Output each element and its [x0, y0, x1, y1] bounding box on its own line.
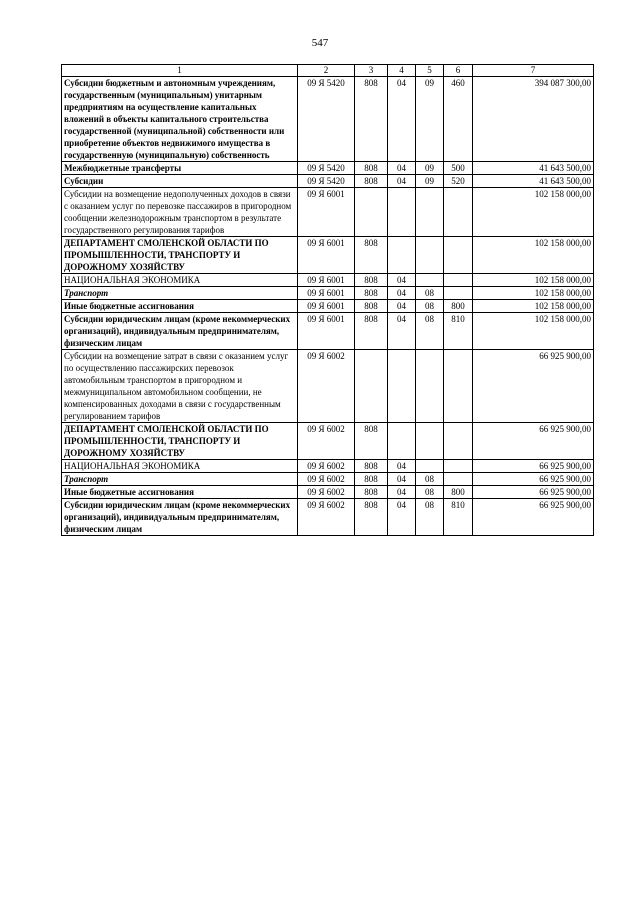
subsection-cell	[416, 237, 444, 274]
section-cell	[388, 423, 416, 460]
table-row	[62, 274, 594, 287]
table-row	[62, 460, 594, 473]
subsection-cell: 09	[416, 77, 444, 162]
header-cell: 2	[298, 65, 355, 77]
table-row	[62, 423, 594, 460]
amount-cell: 41 643 500,00	[473, 175, 594, 188]
amount-cell: 102 158 000,00	[473, 188, 594, 237]
table-row	[62, 175, 594, 188]
expense-type-cell: 800	[444, 300, 473, 313]
subsection-cell: 08	[416, 473, 444, 486]
table-row	[62, 313, 594, 350]
target-article-cell: 09 Я 5420	[298, 175, 355, 188]
amount-cell: 66 925 900,00	[473, 486, 594, 499]
section-cell: 04	[388, 162, 416, 175]
expense-type-cell	[444, 350, 473, 423]
target-article-cell: 09 Я 6002	[298, 350, 355, 423]
table-row	[62, 486, 594, 499]
expense-type-cell	[444, 188, 473, 237]
item-name-cell: ДЕПАРТАМЕНТ СМОЛЕНСКОЙ ОБЛАСТИ ПО ПРОМЫШЛЕННОСТИ, ТРАНСПОРТУ И ДОРОЖНОМУ ХОЗЯЙСТВУ	[62, 237, 298, 274]
amount-cell: 102 158 000,00	[473, 287, 594, 300]
subsection-cell: 09	[416, 162, 444, 175]
admin-code-cell: 808	[355, 486, 388, 499]
header-cell: 5	[416, 65, 444, 77]
target-article-cell: 09 Я 6001	[298, 300, 355, 313]
subsection-cell	[416, 423, 444, 460]
item-name-cell: Субсидии юридическим лицам (кроме некоммерческих организаций), индивидуальным предпринимателям, физическим лицам	[62, 499, 298, 536]
table-row	[62, 162, 594, 175]
admin-code-cell: 808	[355, 473, 388, 486]
section-cell: 04	[388, 300, 416, 313]
table-row	[62, 77, 594, 162]
item-name-cell: Субсидии на возмещение затрат в связи с оказанием услуг по осуществлению пассажирских перевозок автомобильным транспортом в пригородном и межмуниципальном автомобильном сообщении, не компенсированных доходами в связи с государственным регулированием тарифов	[62, 350, 298, 423]
section-cell: 04	[388, 486, 416, 499]
expense-type-cell: 810	[444, 499, 473, 536]
admin-code-cell: 808	[355, 423, 388, 460]
item-name-cell: Транспорт	[62, 287, 298, 300]
item-name-cell: Межбюджетные трансферты	[62, 162, 298, 175]
header-cell: 6	[444, 65, 473, 77]
admin-code-cell: 808	[355, 300, 388, 313]
section-cell: 04	[388, 313, 416, 350]
target-article-cell: 09 Я 5420	[298, 77, 355, 162]
expense-type-cell: 810	[444, 313, 473, 350]
amount-cell: 66 925 900,00	[473, 473, 594, 486]
amount-cell: 66 925 900,00	[473, 460, 594, 473]
admin-code-cell	[355, 188, 388, 237]
expense-type-cell	[444, 237, 473, 274]
page-number: 547	[311, 37, 329, 49]
header-cell: 3	[355, 65, 388, 77]
admin-code-cell: 808	[355, 77, 388, 162]
item-name-cell: НАЦИОНАЛЬНАЯ ЭКОНОМИКА	[62, 274, 298, 287]
item-name-cell: Субсидии бюджетным и автономным учреждениям, государственным (муниципальным) унитарным предприятиям на осуществление капитальных вложений в объекты капитального строительства государственной (муниципальной) собственности или приобретение объектов недвижимого имущества в государственную (муниципальную) собственность	[62, 77, 298, 162]
target-article-cell: 09 Я 5420	[298, 162, 355, 175]
expense-type-cell: 800	[444, 486, 473, 499]
target-article-cell: 09 Я 6002	[298, 423, 355, 460]
admin-code-cell: 808	[355, 313, 388, 350]
amount-cell: 66 925 900,00	[473, 423, 594, 460]
subsection-cell	[416, 460, 444, 473]
target-article-cell: 09 Я 6001	[298, 313, 355, 350]
amount-cell: 102 158 000,00	[473, 237, 594, 274]
table-row	[62, 188, 594, 237]
amount-cell: 394 087 300,00	[473, 77, 594, 162]
section-cell: 04	[388, 77, 416, 162]
amount-cell: 102 158 000,00	[473, 300, 594, 313]
target-article-cell: 09 Я 6001	[298, 188, 355, 237]
item-name-cell: Транспорт	[62, 473, 298, 486]
target-article-cell: 09 Я 6002	[298, 486, 355, 499]
header-cell: 4	[388, 65, 416, 77]
section-cell: 04	[388, 287, 416, 300]
target-article-cell: 09 Я 6001	[298, 274, 355, 287]
table-row	[62, 499, 594, 536]
admin-code-cell: 808	[355, 175, 388, 188]
table-row	[62, 237, 594, 274]
item-name-cell: НАЦИОНАЛЬНАЯ ЭКОНОМИКА	[62, 460, 298, 473]
subsection-cell	[416, 350, 444, 423]
item-name-cell: Субсидии	[62, 175, 298, 188]
subsection-cell	[416, 274, 444, 287]
section-cell	[388, 188, 416, 237]
expense-type-cell	[444, 274, 473, 287]
amount-cell: 102 158 000,00	[473, 313, 594, 350]
admin-code-cell	[355, 350, 388, 423]
table-row	[62, 300, 594, 313]
table-row	[62, 350, 594, 423]
item-name-cell: Субсидии на возмещение недополученных доходов в связи с оказанием услуг по перевозке пассажиров в пригородном сообщении железнодорожным транспортом в результате государственного регулирования тарифов	[62, 188, 298, 237]
subsection-cell: 08	[416, 287, 444, 300]
table-row	[62, 287, 594, 300]
table-row	[62, 473, 594, 486]
subsection-cell: 08	[416, 313, 444, 350]
target-article-cell: 09 Я 6001	[298, 237, 355, 274]
admin-code-cell: 808	[355, 162, 388, 175]
expense-type-cell: 500	[444, 162, 473, 175]
expense-type-cell	[444, 460, 473, 473]
target-article-cell: 09 Я 6001	[298, 287, 355, 300]
admin-code-cell: 808	[355, 237, 388, 274]
section-cell: 04	[388, 473, 416, 486]
subsection-cell	[416, 188, 444, 237]
admin-code-cell: 808	[355, 499, 388, 536]
section-cell: 04	[388, 499, 416, 536]
item-name-cell: Иные бюджетные ассигнования	[62, 486, 298, 499]
subsection-cell: 08	[416, 499, 444, 536]
admin-code-cell: 808	[355, 460, 388, 473]
expense-type-cell: 520	[444, 175, 473, 188]
amount-cell: 66 925 900,00	[473, 350, 594, 423]
subsection-cell: 09	[416, 175, 444, 188]
budget-table	[61, 64, 594, 536]
expense-type-cell	[444, 473, 473, 486]
item-name-cell: Субсидии юридическим лицам (кроме некоммерческих организаций), индивидуальным предпринимателям, физическим лицам	[62, 313, 298, 350]
subsection-cell: 08	[416, 300, 444, 313]
expense-type-cell	[444, 287, 473, 300]
admin-code-cell: 808	[355, 287, 388, 300]
section-cell: 04	[388, 175, 416, 188]
subsection-cell: 08	[416, 486, 444, 499]
amount-cell: 41 643 500,00	[473, 162, 594, 175]
target-article-cell: 09 Я 6002	[298, 473, 355, 486]
section-cell: 04	[388, 460, 416, 473]
item-name-cell: Иные бюджетные ассигнования	[62, 300, 298, 313]
header-cell: 7	[473, 65, 594, 77]
target-article-cell: 09 Я 6002	[298, 460, 355, 473]
admin-code-cell: 808	[355, 274, 388, 287]
section-cell	[388, 350, 416, 423]
target-article-cell: 09 Я 6002	[298, 499, 355, 536]
amount-cell: 66 925 900,00	[473, 499, 594, 536]
expense-type-cell: 460	[444, 77, 473, 162]
expense-type-cell	[444, 423, 473, 460]
section-cell	[388, 237, 416, 274]
header-cell: 1	[62, 65, 298, 77]
amount-cell: 102 158 000,00	[473, 274, 594, 287]
table-header-row	[62, 65, 594, 77]
section-cell: 04	[388, 274, 416, 287]
item-name-cell: ДЕПАРТАМЕНТ СМОЛЕНСКОЙ ОБЛАСТИ ПО ПРОМЫШЛЕННОСТИ, ТРАНСПОРТУ И ДОРОЖНОМУ ХОЗЯЙСТВУ	[62, 423, 298, 460]
